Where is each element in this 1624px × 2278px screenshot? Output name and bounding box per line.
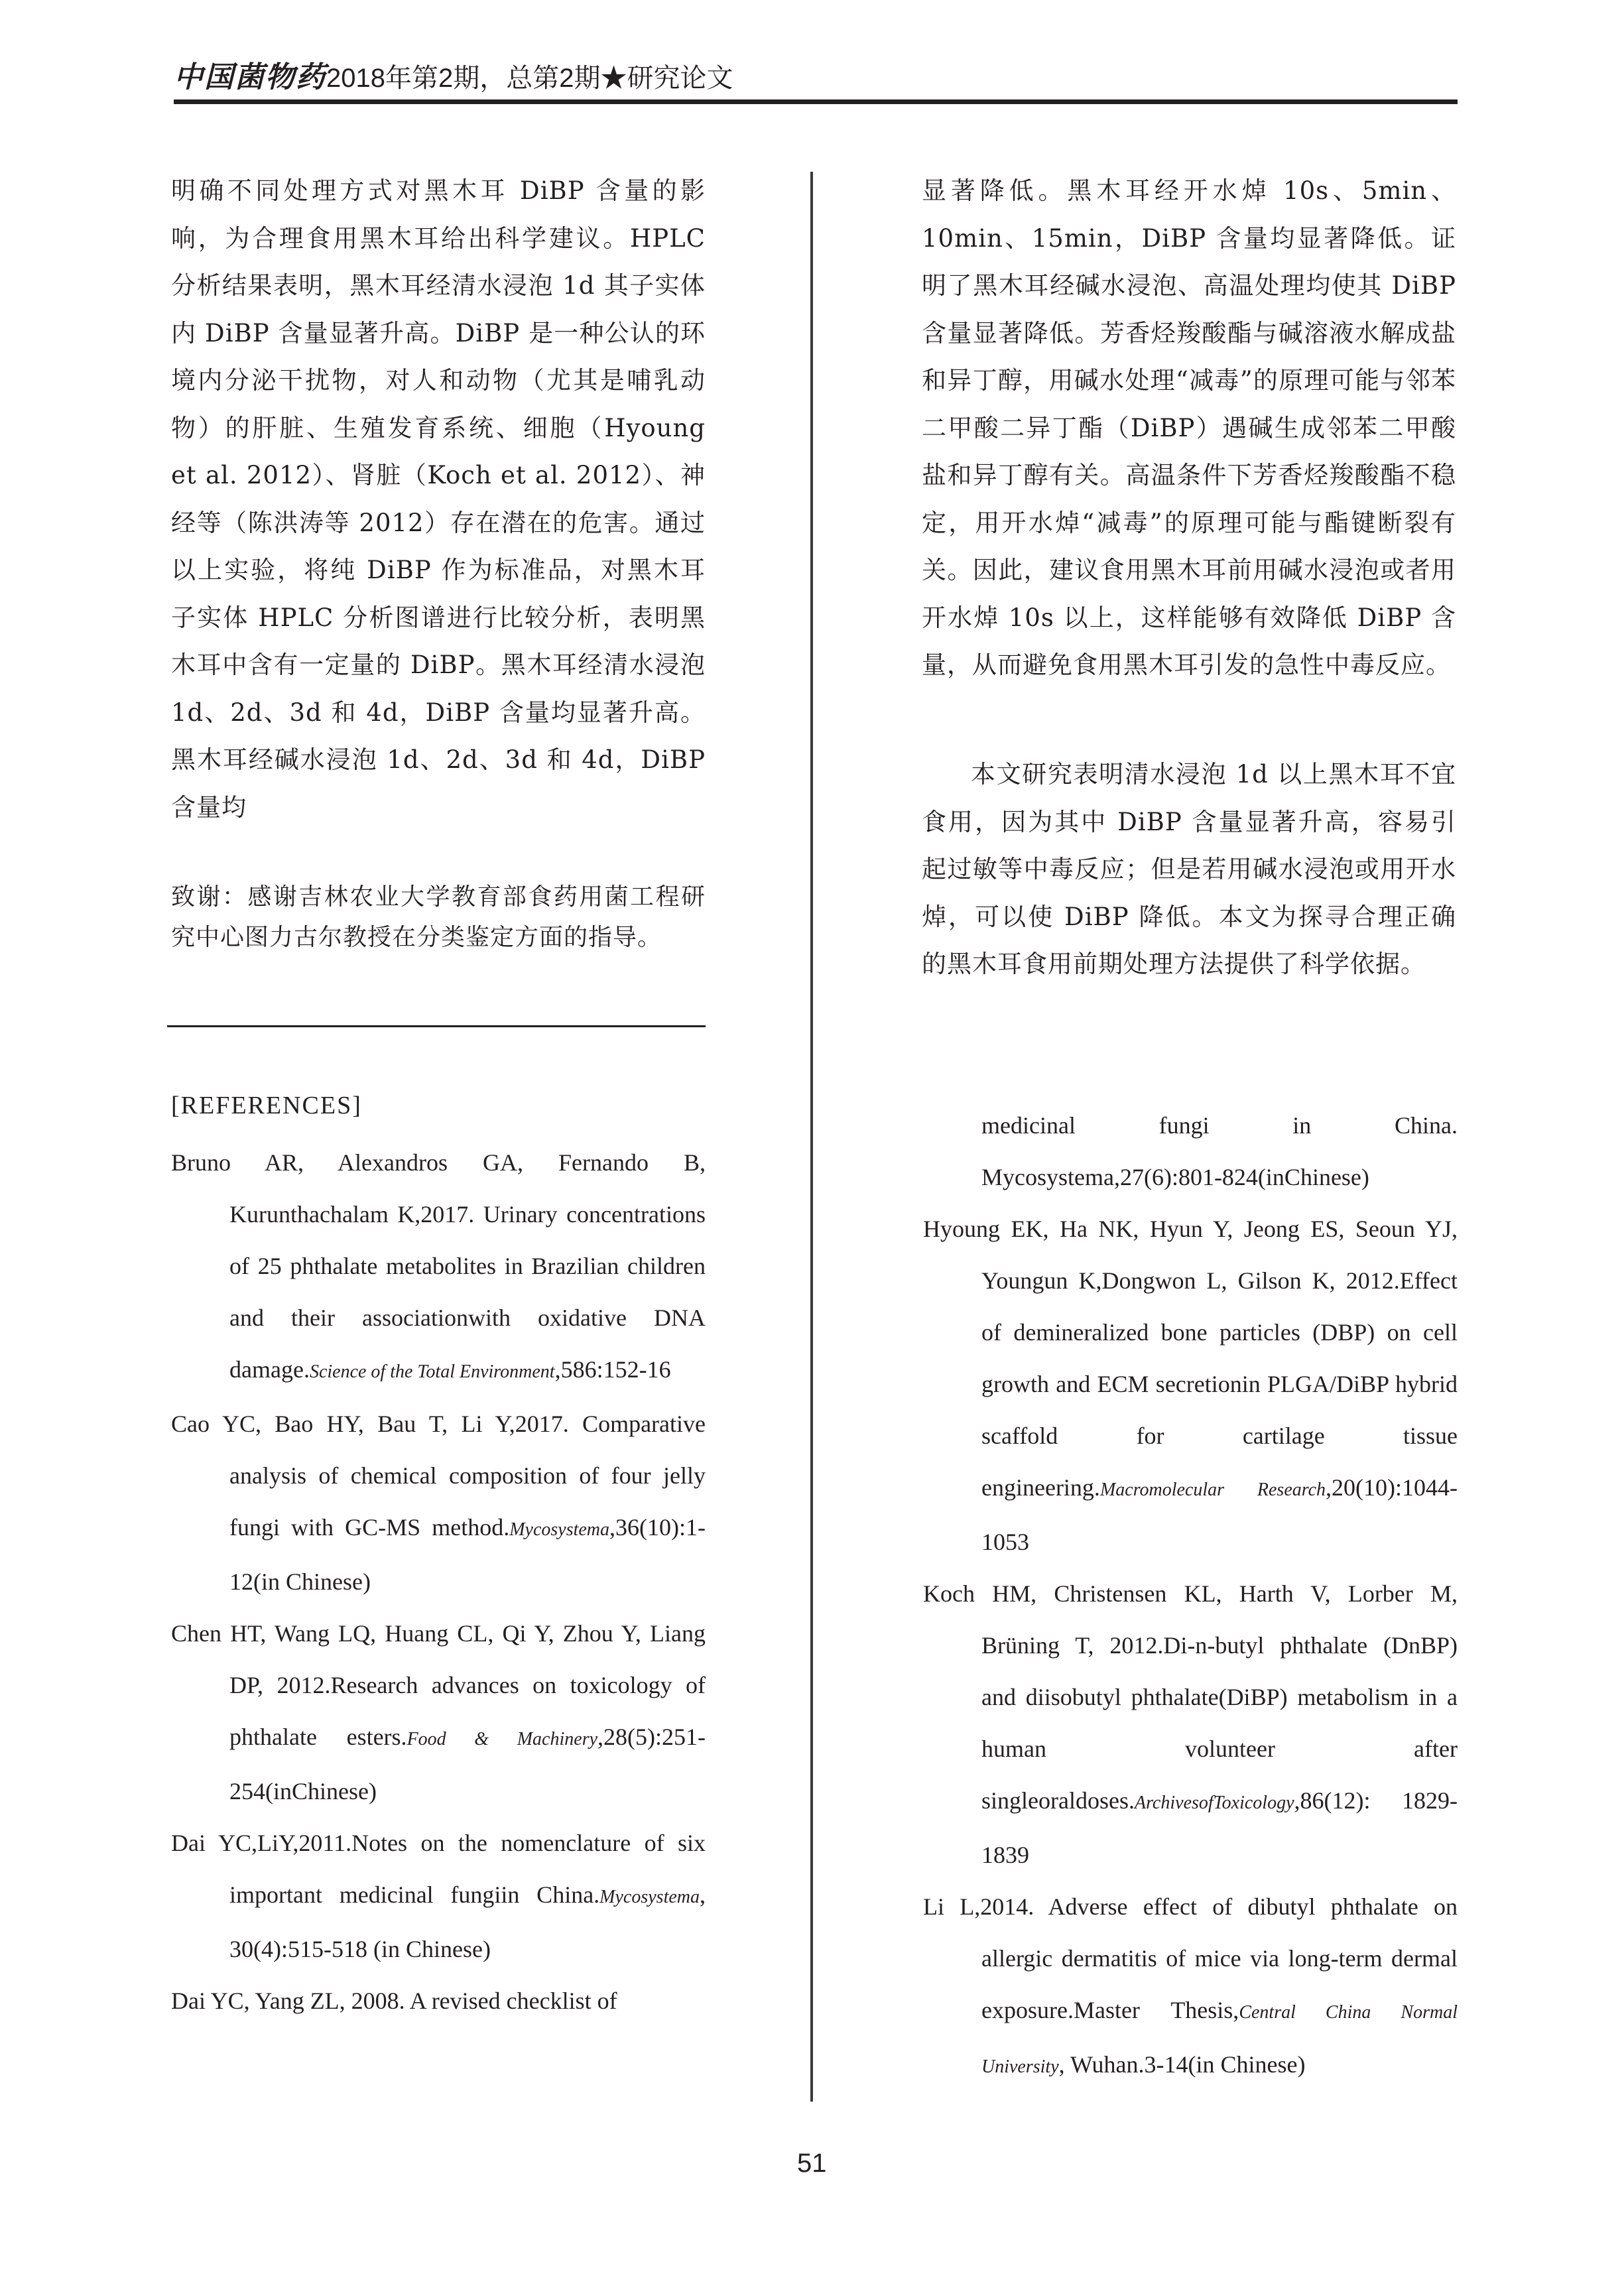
column-divider (810, 172, 813, 2102)
reference-entry (171, 1608, 706, 1817)
reference-volume: , 30(4):515-518 (in Chinese) (229, 1881, 706, 1962)
reference-text: Li L,2014. Adverse effect of dibutyl phthalate on allergic dermatitis of mice via long-term dermal exposure.Master Thesis, (923, 1893, 1458, 2023)
reference-continuation: medicinal fungi in China. Mycosystema,27(6):801-824(inChinese) (981, 1112, 1458, 1190)
reference-journal: Food & Machinery (406, 1729, 598, 1749)
reference-journal: Science of the Total Environment (309, 1361, 555, 1382)
reference-journal: Macromolecular Research (1099, 1480, 1326, 1500)
journal-name: 中国菌物药 (174, 60, 326, 94)
header-rule (174, 99, 1458, 104)
reference-text: Hyoung EK, Ha NK, Hyun Y, Jeong ES, Seoun YJ, Youngun K,Dongwon L, Gilson K, 2012.Effect of demineralized bone particles (DBP) on cell growth and ECM secretionin PLGA/DiBP hybrid scaffold for cartilage tissue engineering. (923, 1216, 1458, 1501)
reference-text: Bruno AR, Alexandros GA, Fernando B, Kurunthachalam K,2017. Urinary concentrations of 25 phthalate metabolites in Brazilian children and their associationwith oxidative DNA damage. (171, 1149, 706, 1383)
reference-journal: Mycosystema (599, 1887, 700, 1907)
issue-label: 2018年第2期，总第2期★研究论文 (326, 64, 733, 93)
page-number: 51 (797, 2149, 827, 2178)
reference-journal: Central China Normal University (981, 2002, 1458, 2077)
reference-volume: ,586:152-16 (554, 1356, 671, 1383)
reference-entry (923, 1568, 1458, 1881)
reference-entry (171, 1398, 706, 1608)
reference-volume: ,86(12): 1829-1839 (981, 1787, 1458, 1868)
references-heading: [REFERENCES] (171, 1092, 362, 1119)
reference-text: Dai YC,LiY,2011.Notes on the nomenclature of six important medicinal fungiin China. (171, 1830, 706, 1908)
acknowledgement-text: 致谢：感谢吉林农业大学教育部食药用菌工程研究中心图力古尔教授在分类鉴定方面的指导。 (171, 883, 706, 951)
reference-entry (171, 1817, 706, 1975)
references-right (923, 1100, 1458, 2093)
reference-entry (923, 1203, 1458, 1568)
body-paragraph: 本文研究表明清水浸泡 1d 以上黑木耳不宜食用，因为其中 DiBP 含量显著升高，容易引起过敏等中毒反应；但是若用碱水浸泡或用开水焯，可以使 DiBP 降低。本文为探寻合理正确的黑木耳食用前期处理方法提供了科学依据。 (922, 760, 1456, 978)
conclusion-paragraph (922, 751, 1456, 988)
body-paragraph: 明确不同处理方式对黑木耳 DiBP 含量的影响，为合理食用黑木耳给出科学建议。HPLC 分析结果表明，黑木耳经清水浸泡 1d 其子实体内 DiBP 含量显著升高。DiBP 是一种公认的环境内分泌干扰物，对人和动物（尤其是哺乳动物）的肝脏、生殖发育系统、细胞（Hyoung et al. 2012）、肾脏（Koch et al. 2012）、神经等（陈洪涛等 2012）存在潜在的危害。通过以上实验，将纯 DiBP 作为标准品，对黑木耳子实体 HPLC 分析图谱进行比较分析，表明黑木耳中含有一定量的 DiBP。黑木耳经清水浸泡 1d、2d、3d 和 4d，DiBP 含量均显著升高。黑木耳经碱水浸泡 1d、2d、3d 和 4d，DiBP含量均 (171, 176, 706, 822)
reference-entry (171, 1137, 706, 1398)
reference-text: Cao YC, Bao HY, Bau T, Li Y,2017. Comparative analysis of chemical composition of four jelly fungi with GC-MS method. (171, 1411, 706, 1541)
body-paragraph: 显著降低。黑木耳经开水焯 10s、5min、10min、15min，DiBP 含量均显著降低。证明了黑木耳经碱水浸泡、高温处理均使其 DiBP 含量显著降低。芳香烃羧酸酯与碱溶液水解成盐和异丁醇，用碱水处理“减毒”的原理可能与邻苯二甲酸二异丁酯（DiBP）遇碱生成邻苯二甲酸盐和异丁醇有关。高温条件下芳香烃羧酸酯不稳定，用开水焯“减毒”的原理可能与酯键断裂有关。因此，建议食用黑木耳前用碱水浸泡或者用开水焯 10s 以上，这样能够有效降低 DiBP 含量，从而避免食用黑木耳引发的急性中毒反应。 (922, 176, 1456, 679)
reference-text: Koch HM, Christensen KL, Harth V, Lorber M, Brüning T, 2012.Di-n-butyl phthalate (DnBP) and diisobutyl phthalate(DiBP) metabolism in a human volunteer after singleoraldoses. (923, 1580, 1458, 1814)
reference-volume: ,28(5):251-254(inChinese) (229, 1724, 706, 1804)
reference-volume: , Wuhan.3-14(in Chinese) (1058, 2051, 1306, 2078)
reference-text: Dai YC, Yang ZL, 2008. A revised checklist of (171, 1988, 617, 2014)
reference-entry (171, 1975, 706, 2027)
reference-volume: ,36(10):1-12(in Chinese) (229, 1514, 706, 1595)
reference-journal: Mycosystema (509, 1519, 610, 1540)
running-header (174, 53, 1467, 106)
reference-text: Chen HT, Wang LQ, Huang CL, Qi Y, Zhou Y, Liang DP, 2012.Research advances on toxicology of phthalate esters. (171, 1620, 706, 1750)
acknowledgement (171, 877, 706, 958)
reference-journal: ArchivesofToxicology (1134, 1793, 1294, 1813)
reference-entry (923, 1881, 1458, 2093)
acknowledgement-rule (167, 1025, 706, 1027)
right-column-body (922, 167, 1456, 689)
reference-volume: ,20(10):1044-1053 (981, 1474, 1458, 1555)
left-column-body (171, 167, 706, 831)
references-left (171, 1137, 706, 2027)
